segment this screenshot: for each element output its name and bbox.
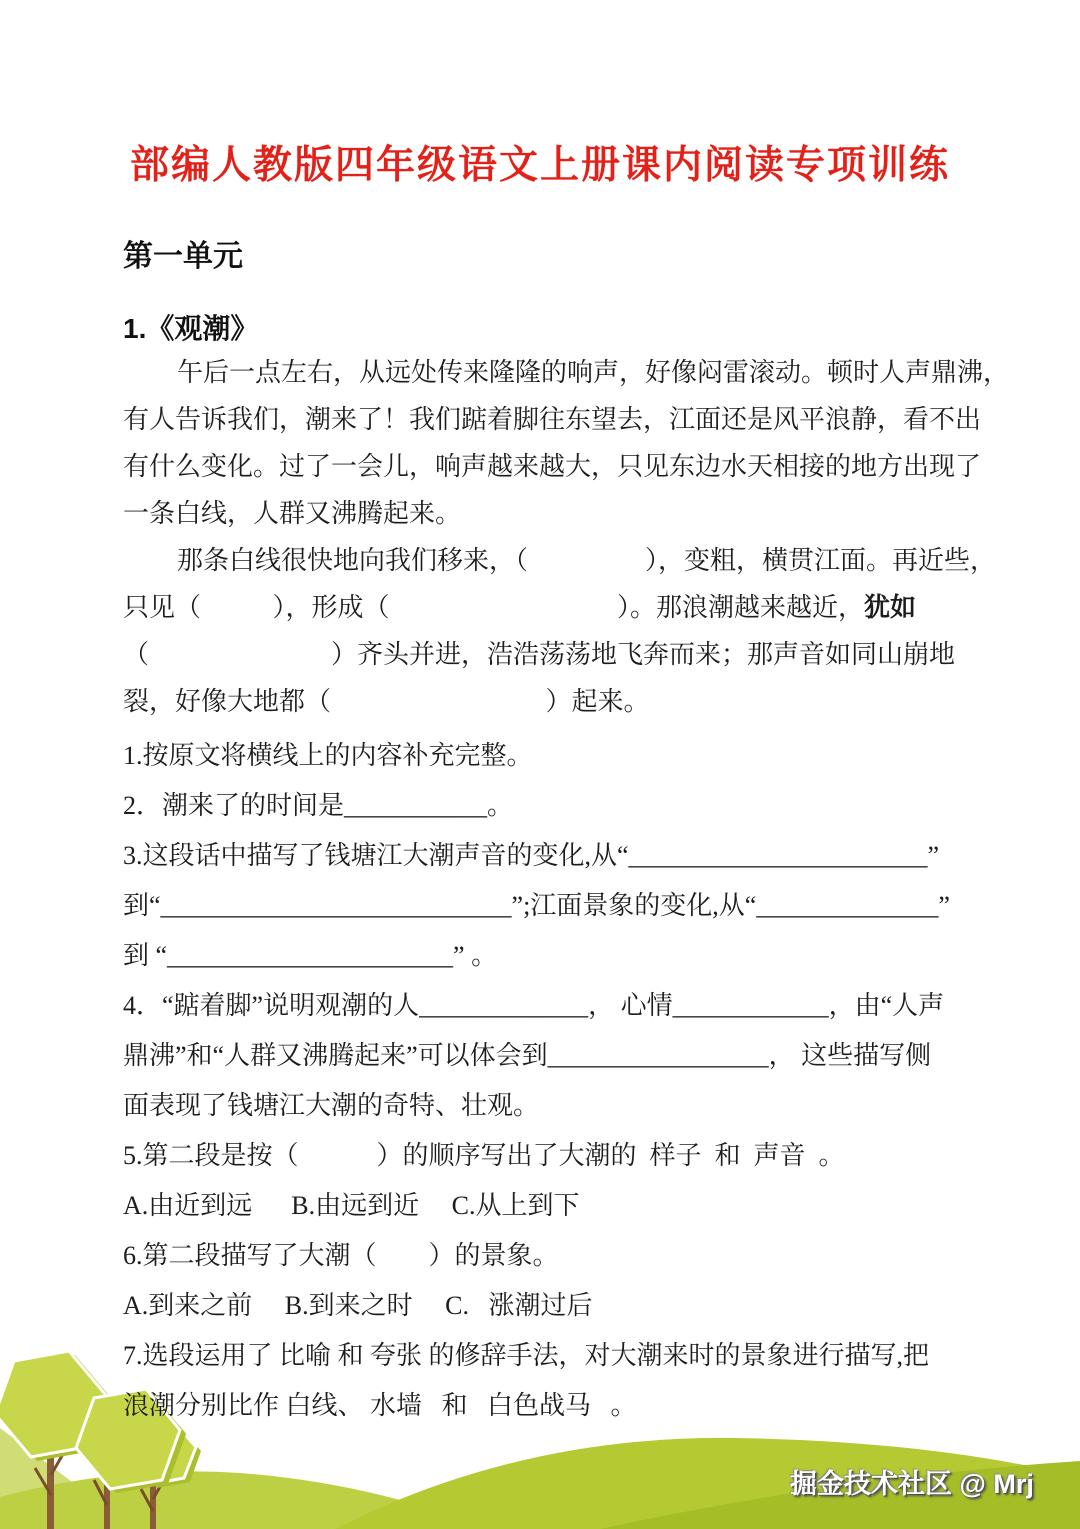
watermark: 掘金技术社区 @ Mrj: [790, 1469, 1034, 1499]
unit-heading: 第一单元: [123, 240, 243, 273]
question-4-line: 面表现了钱塘江大潮的奇特、壮观。: [123, 1091, 540, 1120]
question-5: 5.第二段是按（ ）的顺序写出了大潮的 样子 和 声音 。: [123, 1141, 845, 1170]
page-title: 部编人教版四年级语文上册课内阅读专项训练: [129, 144, 950, 187]
passage-line: （ ）齐头并进，浩浩荡荡地飞奔而来；那声音如同山崩地: [123, 640, 956, 669]
question-5-options: A.由近到远 B.由远到近 C.从上到下: [123, 1191, 580, 1220]
question-4-line: 鼎沸”和“人群又沸腾起来”可以体会到_________________， 这些描写侧: [123, 1041, 932, 1070]
question-3-line: 到“___________________________”;江面景象的变化,从“______________”: [123, 891, 950, 920]
passage-line-text: 只见（ ），形成（ ）。那浪潮越来越近，: [123, 593, 865, 622]
question-7-line: 浪潮分别比作 白线、 水墙 和 白色战马 。: [123, 1391, 637, 1420]
passage-line: [123, 584, 973, 631]
passage-line: 一条白线，人群又沸腾起来。: [123, 499, 462, 528]
question-2: 2．潮来了的时间是___________。: [123, 791, 514, 820]
question-3-line: 到 “______________________” 。: [123, 941, 498, 970]
question-4-line: 4．“踮着脚”说明观潮的人_____________， 心情____________，由“人声: [123, 991, 945, 1020]
question-7-line: 7.选段运用了 比喻 和 夸张 的修辞手法，对大潮来时的景象进行描写,把: [123, 1341, 930, 1370]
question-3-line: 3.这段话中描写了钱塘江大潮声音的变化,从“_______________________”: [123, 841, 940, 870]
question-list: [123, 731, 973, 1431]
reading-passage: [123, 349, 1010, 725]
passage-line: 午后一点左右，从远处传来隆隆的响声，好像闷雷滚动。顿时人声鼎沸，: [177, 358, 1010, 387]
passage-line: 裂，好像大地都（ ）起来。: [123, 687, 650, 716]
passage-line: 有什么变化。过了一会儿，响声越来越大，只见东边水天相接的地方出现了: [123, 452, 982, 481]
question-1: 1.按原文将横线上的内容补充完整。: [123, 741, 533, 770]
question-6-options: A.到来之前 B.到来之时 C. 涨潮过后: [123, 1291, 593, 1320]
passage-line-bold-text: 犹如: [864, 593, 917, 622]
question-6: 6.第二段描写了大潮（ ）的景象。: [123, 1241, 559, 1270]
passage-line: 那条白线很快地向我们移来，（ ），变粗，横贯江面。再近些，: [177, 546, 997, 575]
lesson-title: 1.《观潮》: [123, 313, 259, 344]
passage-line: 有人告诉我们，潮来了！我们踮着脚往东望去，江面还是风平浪静，看不出: [123, 405, 982, 434]
